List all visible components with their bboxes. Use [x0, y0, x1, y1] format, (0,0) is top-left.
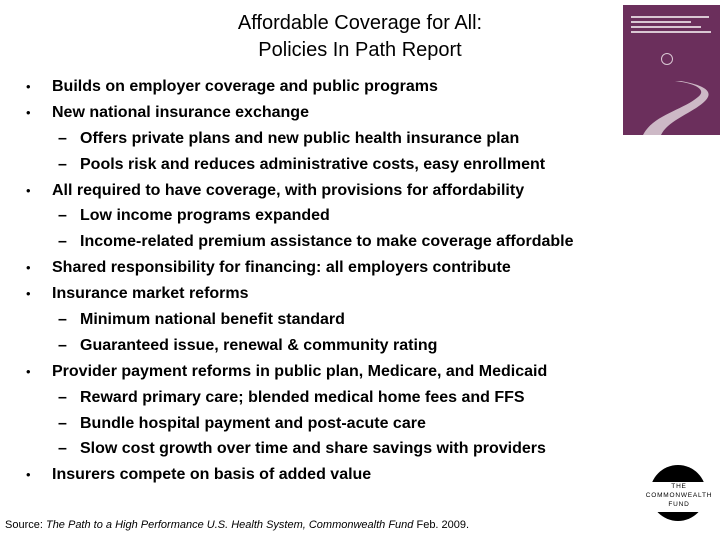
dash-icon: –	[58, 414, 67, 432]
bullet-text: Bundle hospital payment and post-acute care	[80, 414, 426, 432]
source-prefix: Source:	[5, 519, 46, 531]
bullet-text: Insurance market reforms	[52, 285, 249, 303]
bullet-icon: •	[26, 467, 31, 483]
bullet-text: Low income programs expanded	[80, 207, 330, 225]
bullet-icon: •	[26, 260, 31, 276]
bullet-text: Guaranteed issue, renewal & community rating	[80, 336, 438, 354]
dash-icon: –	[58, 311, 67, 329]
sub-bullet-item	[22, 229, 662, 255]
title-line-1: Affordable Coverage for All:	[237, 12, 483, 34]
logo-line-3: FUND	[668, 501, 690, 508]
bullet-text: Provider payment reforms in public plan, Medicare, and Medicaid	[52, 362, 548, 380]
bullet-item	[22, 178, 662, 204]
bullet-icon: •	[26, 104, 31, 120]
bullet-text: New national insurance exchange	[52, 103, 309, 121]
bullet-text: Builds on employer coverage and public programs	[52, 78, 438, 95]
logo-line-2: COMMONWEALTH	[645, 492, 713, 499]
source-title: The Path to a High Performance U.S. Health System, Commonwealth Fund	[45, 519, 414, 531]
logo-line-1: THE	[671, 483, 687, 490]
dash-icon: –	[58, 155, 67, 173]
dash-icon: –	[58, 129, 67, 147]
bullet-text: Slow cost growth over time and share savings with providers	[80, 440, 546, 458]
sub-bullet-item	[22, 126, 662, 152]
bullet-item	[22, 255, 662, 281]
bullet-item	[22, 281, 662, 307]
bullet-text: Reward primary care; blended medical home fees and FFS	[80, 388, 525, 406]
bullet-icon: •	[26, 182, 31, 198]
bullet-list	[22, 74, 662, 488]
dash-icon: –	[58, 336, 67, 354]
bullet-text: Insurers compete on basis of added value	[52, 466, 372, 484]
bullet-item	[22, 100, 662, 126]
commonwealth-fund-logo	[638, 465, 720, 525]
slide-title	[120, 10, 600, 64]
bullet-icon: •	[26, 363, 31, 379]
sub-bullet-item	[22, 411, 662, 437]
bullet-text: Pools risk and reduces administrative costs, easy enrollment	[80, 155, 546, 173]
sub-bullet-item	[22, 436, 662, 462]
sub-bullet-item	[22, 152, 662, 178]
sub-bullet-item	[22, 333, 662, 359]
dash-icon: –	[58, 388, 67, 406]
title-line-2: Policies In Path Report	[258, 39, 462, 61]
dash-icon: –	[58, 233, 67, 251]
bullet-text: Offers private plans and new public health insurance plan	[80, 129, 520, 147]
dash-icon: –	[58, 440, 67, 458]
source-date: Feb. 2009.	[413, 519, 470, 531]
sub-bullet-item	[22, 385, 662, 411]
bullet-icon: •	[26, 79, 31, 94]
bullet-item	[22, 462, 662, 488]
bullet-icon: •	[26, 286, 31, 302]
bullet-text: All required to have coverage, with provisions for affordability	[52, 181, 525, 199]
bullet-item	[22, 359, 662, 385]
sub-bullet-item	[22, 307, 662, 333]
bullet-item	[22, 74, 662, 100]
logo-text	[638, 482, 720, 512]
bullet-text: Income-related premium assistance to make coverage affordable	[80, 233, 574, 251]
source-citation	[5, 519, 469, 531]
dash-icon: –	[58, 207, 67, 225]
bullet-text: Minimum national benefit standard	[80, 311, 345, 329]
bullet-text: Shared responsibility for financing: all employers contribute	[52, 259, 511, 277]
sub-bullet-item	[22, 203, 662, 229]
